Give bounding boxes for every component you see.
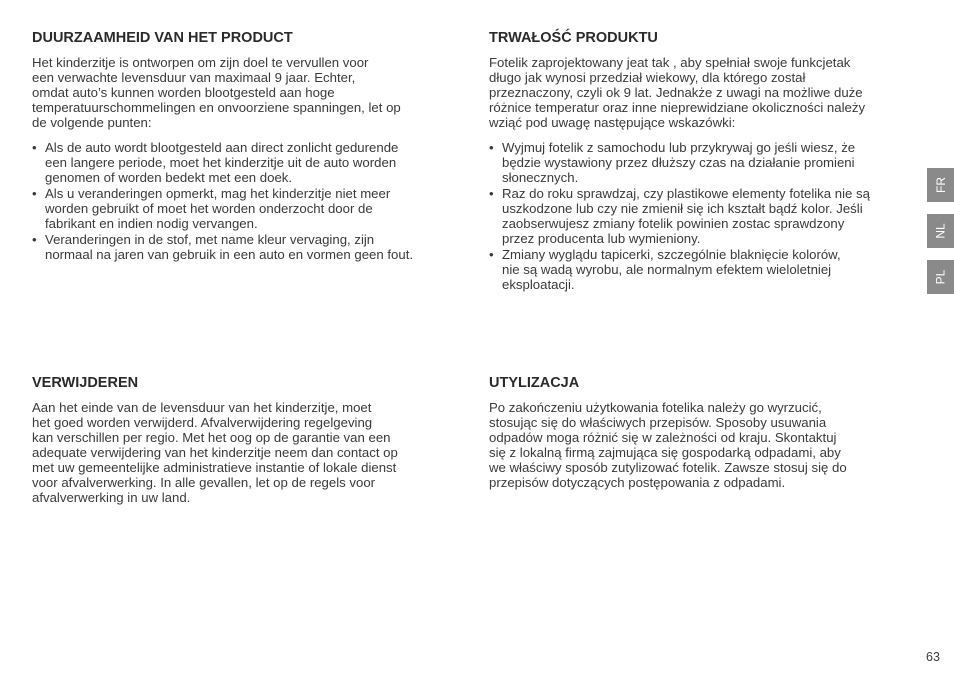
heading-pl-disposal: UTYLIZACJA [489,375,580,391]
language-tab-label: FR [933,177,948,193]
list-item [32,232,462,262]
list-item [32,140,462,185]
list-item [489,186,919,246]
list-item-text: Als u veranderingen opmerkt, mag het kinderzitje niet meer worden gebruikt of moet het worden onderzocht door de fabrikant en indien nodig vervangen. [45,186,391,231]
language-tab-nl[interactable] [927,214,954,248]
heading-nl-disposal: VERWIJDEREN [32,375,139,391]
list-item [32,186,462,231]
section-nl-disposal [32,375,462,505]
bullet-list-pl-durability [489,140,919,292]
paragraph-pl-disposal: Po zakończeniu użytkowania fotelika należy go wyrzucić, stosując się do właściwych przepisów. Sposoby usuwania odpadów moga różnić się w zależności od kraju. Skontaktuj się z lokalną firmą zajmująca się gospodarką odpadami, aby we właściwy sposób zutylizować fotelik. Zawsze stosuj się do przepisów dotyczących postępowania z odpadami. [489,400,847,490]
language-tab-label: NL [933,223,948,239]
list-item [489,247,919,292]
list-item-text: Raz do roku sprawdzaj, czy plastikowe elementy fotelika nie są uszkodzone lub czy nie zmienił się ich kształt bądź kolor. Jeśli zaobserwujesz zmiany fotelik powinien zostac sprawdzony przez producenta lub wymieniony. [502,186,870,246]
bullet-icon: • [489,186,494,201]
section-nl-durability [32,30,462,263]
list-item-text: Veranderingen in de stof, met name kleur vervaging, zijn normaal na jaren van gebruik in een auto en vormen geen fout. [45,232,414,262]
list-item-text: Wyjmuj fotelik z samochodu lub przykrywaj go jeśli wiesz, że będzie wystawiony przez dłuższy czas na działanie promieni słonecznych. [502,140,856,185]
paragraph-nl-durability-intro: Het kinderzitje is ontworpen om zijn doel te vervullen voor een verwachte levensduur van maximaal 9 jaar. Echter, omdat auto’s kunnen worden blootgesteld aan hoge temperatuurschommelingen en onvoorziene spanningen, let op de volgende punten: [32,55,401,130]
bullet-icon: • [32,140,37,155]
paragraph-nl-disposal: Aan het einde van de levensduur van het kinderzitje, moet het goed worden verwijderd. Afvalverwijdering regelgeving kan verschillen per regio. Met het oog op de garantie van een adequate verwijdering van het kinderzitje neem dan contact op met uw gemeentelijke administratieve instantie of lokale dienst voor afvalverwerking. In alle gevallen, let op de regels voor afvalverwerking in uw land. [32,400,398,505]
list-item [489,140,919,185]
language-tab-pl[interactable] [927,260,954,294]
bullet-icon: • [32,186,37,201]
paragraph-pl-durability-intro: Fotelik zaprojektowany jeat tak , aby spełniał swoje funkcjetak długo jak wynosi przedział wiekowy, dla którego został przeznaczony, czyli ok 9 lat. Jednakże z uwagi na możliwe duże różnice temperatur oraz inne nieprewidziane okoliczności należy wziąć pod uwagę następujące wskazówki: [489,55,866,130]
bullet-icon: • [32,232,37,247]
heading-pl-durability: TRWAŁOŚĆ PRODUKTU [489,30,658,46]
list-item-text: Als de auto wordt blootgesteld aan direct zonlicht gedurende een langere periode, moet het kinderzitje uit de auto worden genomen of worden bedekt met een doek. [45,140,399,185]
language-tab-fr[interactable] [927,168,954,202]
section-pl-disposal [489,375,919,490]
bullet-icon: • [489,140,494,155]
heading-nl-durability: DUURZAAMHEID VAN HET PRODUCT [32,30,293,46]
bullet-icon: • [489,247,494,262]
language-tab-label: PL [933,269,948,285]
bullet-list-nl-durability [32,140,462,262]
section-pl-durability [489,30,919,293]
list-item-text: Zmiany wyglądu tapicerki, szczególnie blaknięcie kolorów, nie są wadą wyrobu, ale normalnym efektem wieloletniej eksploatacji. [502,247,841,292]
page-number: 63 [926,650,940,664]
